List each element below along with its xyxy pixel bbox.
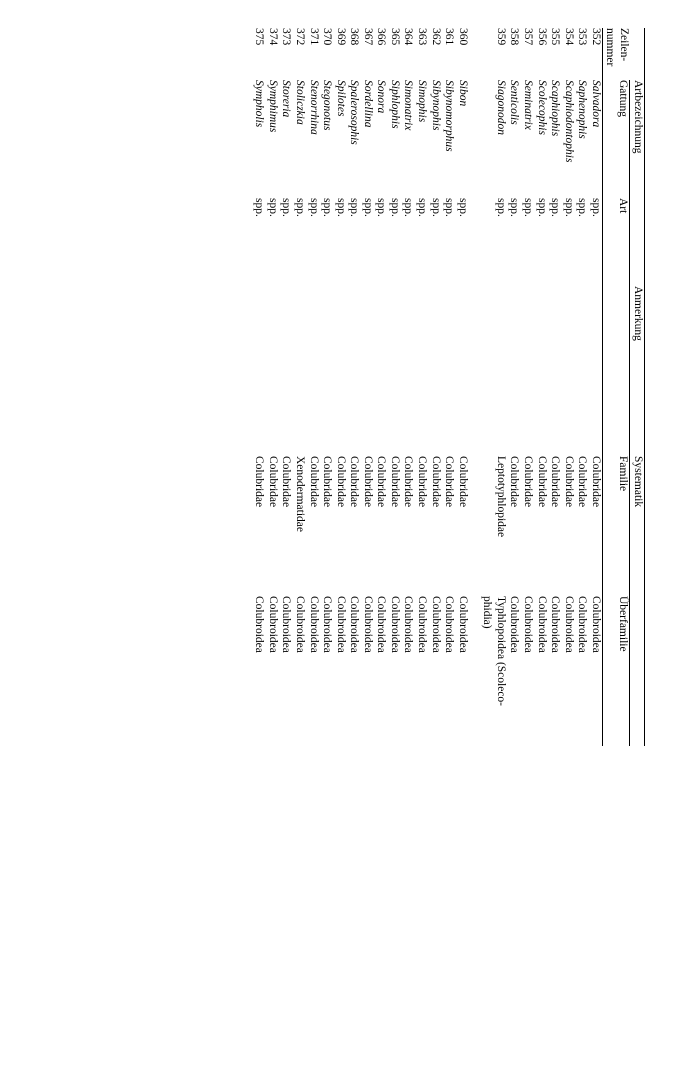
cell-anmerkung [306, 286, 320, 456]
cell-art: spp. [307, 198, 320, 217]
cell-anmerkung [360, 286, 374, 456]
cell-ueberfamilie: Colubroidea [416, 596, 429, 653]
zeilennummer-line1: Zeilen- [617, 28, 630, 62]
cell-zeilennummer: 364 [402, 28, 415, 46]
cell-zeilennummer: 352 [588, 28, 602, 80]
cell-ueberfamilie: Colubroidea [348, 596, 361, 653]
cell-anmerkung [279, 286, 293, 456]
cell-zeilennummer: 366 [375, 28, 388, 46]
cell-gattung: Stegonotus [321, 80, 334, 131]
table-row [507, 28, 521, 746]
cell-zeilennummer: 363 [416, 28, 429, 46]
table-row [588, 28, 602, 746]
cell-ueberfamilie: Colubroidea [562, 596, 575, 653]
cell-art: spp. [494, 198, 507, 217]
cell-anmerkung [455, 286, 469, 456]
cell-gattung: Spilotes [334, 80, 347, 117]
column-header-art: Art [617, 198, 630, 214]
cell-anmerkung [442, 286, 456, 456]
species-table [252, 28, 645, 746]
cell-gattung: Salvadora [588, 80, 602, 198]
cell-anmerkung [401, 286, 415, 456]
cell-anmerkung [347, 286, 361, 456]
cell-ueberfamilie: Colubroidea [388, 596, 401, 653]
cell-anmerkung [588, 286, 602, 456]
cell-familie: Colubridae [375, 456, 388, 508]
table-row [387, 28, 401, 746]
cell-gattung: Siagonodon [494, 80, 507, 135]
cell-ueberfamilie: Colubroidea [280, 596, 293, 653]
column-header-zeilennummer [602, 28, 630, 80]
cell-art: spp. [348, 198, 361, 217]
cell-ueberfamilie: Colubroidea [522, 596, 534, 653]
cell-anmerkung [548, 286, 562, 456]
table-row [401, 28, 415, 746]
cell-gattung: Sympholis [253, 80, 266, 128]
cell-gattung: Simonatrix [402, 80, 415, 131]
cell-art: spp. [549, 198, 562, 217]
table-row [455, 28, 469, 746]
cell-ueberfamilie: Colubroidea [508, 596, 521, 653]
table-row [279, 28, 293, 746]
cell-zeilennummer: 357 [522, 28, 534, 46]
cell-familie: Colubridae [443, 456, 456, 508]
cell-anmerkung [561, 286, 575, 456]
cell-gattung: Stoliczkia [294, 80, 306, 125]
cell-art: spp. [294, 198, 306, 217]
cell-gattung: Sordellina [361, 80, 374, 128]
cell-gattung: Seminatrix [522, 80, 534, 130]
cell-art: spp. [253, 198, 266, 217]
cell-zeilennummer: 365 [388, 28, 401, 46]
group-header-artbezeichnung: Artbezeichnung [630, 80, 645, 286]
cell-ueberfamilie: Colubroidea [429, 596, 442, 653]
cell-art: spp. [535, 198, 548, 217]
cell-gattung: Sibynophis [429, 80, 442, 131]
cell-anmerkung [333, 286, 347, 456]
group-header-anmerkung: Anmerkung [630, 286, 645, 456]
cell-zeilennummer: 372 [294, 28, 306, 46]
cell-art: spp. [522, 198, 534, 217]
zeilennummer-line2: nummer [604, 28, 617, 67]
table-row [292, 28, 306, 746]
cell-ueberfamilie: Colubroidea [321, 596, 334, 653]
cell-zeilennummer: 368 [348, 28, 361, 46]
cell-zeilennummer: 367 [361, 28, 374, 46]
cell-anmerkung [374, 286, 388, 456]
cell-art: spp. [361, 198, 374, 217]
cell-art: spp. [443, 198, 456, 217]
group-header-empty [630, 28, 645, 80]
table-row [320, 28, 334, 746]
cell-zeilennummer: 362 [429, 28, 442, 46]
cell-anmerkung [265, 286, 279, 456]
column-header-anmerkung [602, 286, 630, 456]
cell-art: spp. [429, 198, 442, 217]
cell-zeilennummer: 359 [494, 28, 507, 46]
cell-familie: Colubridae [456, 456, 469, 508]
cell-gattung: Siphlophis [388, 80, 401, 129]
cell-gattung: Sibon [456, 80, 469, 107]
table-row [442, 28, 456, 746]
cell-gattung: Senticolis [508, 80, 521, 125]
table-row [415, 28, 429, 746]
table-row [561, 28, 575, 746]
row-spacer [469, 28, 480, 746]
cell-anmerkung [575, 286, 589, 456]
cell-familie: Colubridae [429, 456, 442, 508]
cell-familie: Colubridae [535, 456, 548, 508]
cell-familie: Leptotyphlopidae [494, 456, 507, 538]
column-header-familie: Familie [617, 456, 630, 492]
cell-anmerkung [480, 286, 507, 456]
cell-familie: Colubridae [361, 456, 374, 508]
cell-ueberfamilie: Colubroidea [375, 596, 388, 653]
cell-gattung: Scaphiodontophis [562, 80, 575, 163]
cell-art: spp. [388, 198, 401, 217]
cell-zeilennummer: 353 [576, 28, 589, 46]
cell-art: spp. [321, 198, 334, 217]
cell-ueberfamilie: Colubroidea [307, 596, 320, 653]
column-header-row [602, 28, 630, 746]
cell-familie: Colubridae [522, 456, 534, 508]
cell-anmerkung [387, 286, 401, 456]
cell-gattung: Sonora [375, 80, 388, 114]
table-row [428, 28, 442, 746]
cell-art: spp. [266, 198, 279, 217]
cell-ueberfamilie: Colubroidea [576, 596, 589, 653]
cell-anmerkung [292, 286, 306, 456]
cell-familie: Colubridae [334, 456, 347, 508]
cell-anmerkung [415, 286, 429, 456]
cell-zeilennummer: 373 [280, 28, 293, 46]
cell-gattung: Symphimus [266, 80, 279, 133]
cell-ueberfamilie: Typhlopoidea (Scoleco- phidia) [481, 596, 507, 707]
cell-gattung: Saphenophis [576, 80, 589, 139]
table-row [265, 28, 279, 746]
cell-zeilennummer: 356 [535, 28, 548, 46]
cell-zeilennummer: 355 [549, 28, 562, 46]
cell-zeilennummer: 374 [266, 28, 279, 46]
cell-anmerkung [534, 286, 548, 456]
cell-art: spp. [508, 198, 521, 217]
cell-gattung: Sibynomorphus [443, 80, 456, 152]
cell-art: spp. [416, 198, 429, 217]
cell-ueberfamilie: Colubroidea [535, 596, 548, 653]
cell-familie: Colubridae [416, 456, 429, 508]
cell-gattung: Storeria [280, 80, 293, 118]
cell-zeilennummer: 369 [334, 28, 347, 46]
cell-gattung: Simophis [416, 80, 429, 123]
table-row [347, 28, 361, 746]
table-row [575, 28, 589, 746]
cell-familie: Colubridae [402, 456, 415, 508]
cell-familie: Colubridae [266, 456, 279, 508]
cell-zeilennummer: 370 [321, 28, 334, 46]
cell-art: spp. [456, 198, 469, 217]
cell-familie: Colubridae [307, 456, 320, 508]
cell-zeilennummer: 358 [508, 28, 521, 46]
table-row [548, 28, 562, 746]
cell-familie: Colubridae [253, 456, 266, 508]
cell-anmerkung [428, 286, 442, 456]
column-header-ueberfamilie: Überfamilie [617, 596, 630, 652]
cell-ueberfamilie: Colubroidea [294, 596, 306, 653]
cell-familie: Colubridae [321, 456, 334, 508]
cell-zeilennummer: 360 [456, 28, 469, 46]
cell-zeilennummer: 361 [443, 28, 456, 46]
cell-familie: Colubridae [549, 456, 562, 508]
cell-gattung: Scaphiophis [549, 80, 562, 137]
cell-ueberfamilie: Colubroidea [443, 596, 456, 653]
cell-art: spp. [375, 198, 388, 217]
cell-ueberfamilie: Colubroidea [253, 596, 266, 653]
column-header-gattung: Gattung [617, 80, 630, 118]
cell-art: spp. [576, 198, 589, 217]
cell-gattung: Stenorrhina [307, 80, 320, 135]
cell-ueberfamilie: Colubroidea [334, 596, 347, 653]
cell-ueberfamilie: Colubroidea [456, 596, 469, 653]
table-row [306, 28, 320, 746]
cell-familie: Colubridae [588, 456, 602, 596]
cell-gattung: Spalerosophis [348, 80, 361, 145]
group-header-systematik: Systematik [630, 456, 645, 746]
table-row [360, 28, 374, 746]
cell-zeilennummer: 354 [562, 28, 575, 46]
cell-art: spp. [402, 198, 415, 217]
cell-ueberfamilie: Colubroidea [588, 596, 602, 746]
table-sheet [30, 28, 645, 1053]
table-body [252, 28, 603, 746]
cell-familie: Xenodermatidae [294, 456, 306, 532]
cell-ueberfamilie: Colubroidea [361, 596, 374, 653]
cell-anmerkung [507, 286, 521, 456]
table-row [534, 28, 548, 746]
cell-familie: Colubridae [562, 456, 575, 508]
cell-ueberfamilie: Colubroidea [266, 596, 279, 653]
cell-familie: Colubridae [348, 456, 361, 508]
cell-art: spp. [334, 198, 347, 217]
cell-zeilennummer: 371 [307, 28, 320, 46]
cell-zeilennummer: 375 [253, 28, 266, 46]
cell-gattung: Scolecophis [535, 80, 548, 135]
cell-art: spp. [562, 198, 575, 217]
cell-familie: Colubridae [280, 456, 293, 508]
table-row [333, 28, 347, 746]
cell-ueberfamilie: Colubroidea [549, 596, 562, 653]
cell-art: spp. [280, 198, 293, 217]
cell-art: spp. [588, 198, 602, 286]
cell-ueberfamilie: Colubroidea [402, 596, 415, 653]
cell-anmerkung [252, 286, 266, 456]
table-row [480, 28, 507, 746]
group-header-row [630, 28, 645, 746]
cell-familie: Colubridae [576, 456, 589, 508]
table-row [520, 28, 534, 746]
table-row [374, 28, 388, 746]
cell-anmerkung [520, 286, 534, 456]
table-head [602, 28, 644, 746]
cell-familie: Colubridae [388, 456, 401, 508]
table-row [252, 28, 266, 746]
cell-anmerkung [320, 286, 334, 456]
cell-familie: Colubridae [508, 456, 521, 508]
